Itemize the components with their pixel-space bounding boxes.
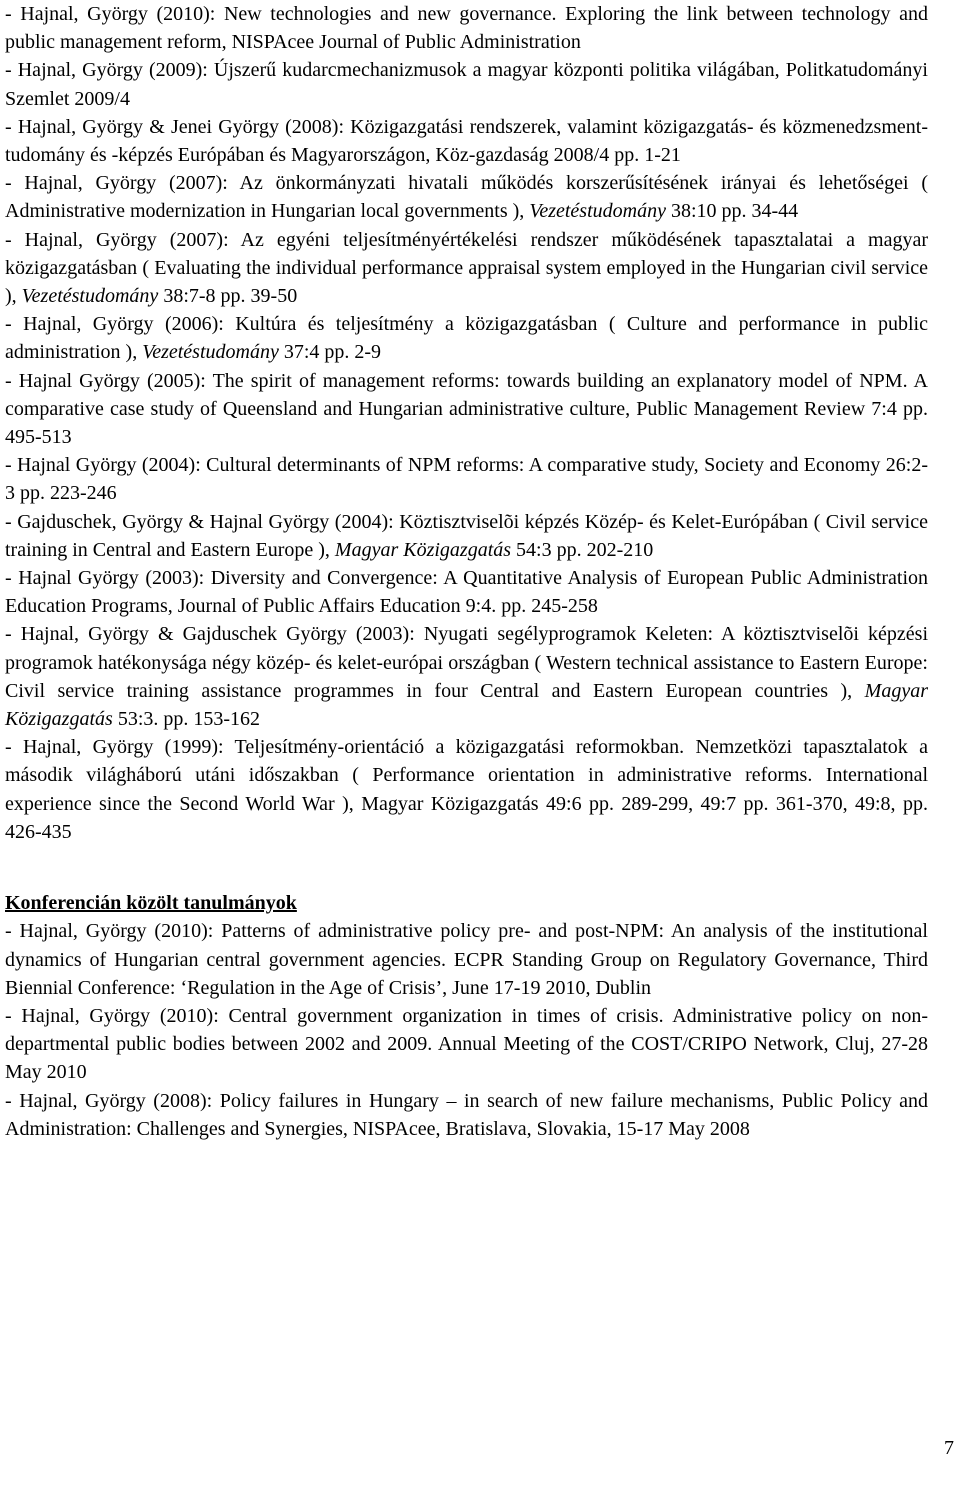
conference-entry: - Hajnal, György (2010): Patterns of administrative policy pre- and post-NPM: An analysis of the institutional dynamics of Hungarian central government agencies. ECPR Standing Group on Regulatory Governance, Third Biennial Conference: ‘Regulation in the Age of Crisis’, June 17-19 2010, Dublin [5,920,928,999]
publication-entry: - Hajnal György (2003): Diversity and Convergence: A Quantitative Analysis of European Public Administration Education Programs, Journal of Public Affairs Education 9:4. pp. 245-258 [5,567,928,618]
section-spacer [5,846,928,889]
publication-entry: - Hajnal, György & Jenei György (2008): Közigazgatási rendszerek, valamint közigazgatás- és közmenedzsment-tudomány és -képzés Európában és Magyarországon, Köz-gazdaság 2008/4 pp. 1-21 [5,115,928,167]
citation-text: - Hajnal, György (2007): Az egyéni teljesítményértékelési rendszer működésének tapasztalatai a magyar közigazgatásban ( Evaluating the individual performance appraisal system employed in the Hungarian civil service ), [5,228,928,308]
conference-entry: - Hajnal, György (2008): Policy failures in Hungary – in search of new failure mechanisms, Public Policy and Administration: Challenges and Synergies, NISPAcee, Bratislava, Slovakia, 15-17 May 2008 [5,1089,928,1140]
conference-section [5,889,928,1143]
conference-entry: - Hajnal, György (2010): Central government organization in times of crisis. Administrative policy on non-departmental public bodies between 2002 and 2009. Annual Meeting of the COST/CRIPO Network, Cluj, 27-28 May 2010 [5,1004,928,1084]
citation-details: 53:3. pp. 153-162 [112,708,261,731]
journal-title: Magyar Közigazgatás [334,538,512,561]
publication-entry [5,169,928,225]
journal-title: Vezetéstudomány [529,200,666,223]
citation-text: - Gajduschek, György & Hajnal György (2004): Köztisztviselõi képzés Közép- és Kelet-Európában ( Civil service training in Central and Eastern Europe ), [5,510,928,561]
publication-entry [5,508,928,564]
publication-list [5,0,928,846]
publication-entry [5,620,928,733]
publication-entry [5,310,928,366]
publication-entry: - Hajnal György (2004): Cultural determinants of NPM reforms: A comparative study, Society and Economy 26:2-3 pp. 223-246 [5,454,928,505]
citation-text: - Hajnal, György (2007): Az önkormányzati hivatali működés korszerűsítésének irányai és lehetőségei ( Administrative modernization in Hungarian local governments ), [5,172,928,223]
publication-entry: - Hajnal György (2005): The spirit of management reforms: towards building an explanatory model of NPM. A comparative case study of Queensland and Hungarian administrative culture, Public Management Review 7:4 pp. 495-513 [5,369,928,449]
publication-entry [5,226,928,311]
citation-details: 54:3 pp. 202-210 [511,538,654,561]
citation-text: - Hajnal, György & Gajduschek György (2003): Nyugati segélyprogramok Keleten: A köztisztviselõi képzési programok hatékonysága négy közép- és kelet-európai országban ( Western technical assistance to Eastern Europe: Civil service training assistance programmes in four Central and Eastern European countries ), [5,623,928,702]
journal-title: Vezetéstudomány [142,341,279,364]
publication-entry: - Hajnal, György (2010): New technologies and new governance. Exploring the link between technology and public management reform, NISPAcee Journal of Public Administration [5,3,928,54]
citation-text: - Hajnal, György (2006): Kultúra és teljesítmény a közigazgatásban ( Culture and performance in public administration ), [5,313,928,364]
document-page [5,0,928,1143]
citation-details: 37:4 pp. 2-9 [278,341,382,364]
journal-title: Magyar Közigazgatás [5,679,928,731]
publication-entry: - Hajnal, György (1999): Teljesítmény-orientáció a közigazgatási reformokban. Nemzetközi tapasztalatok a második világháború utáni időszakban ( Performance orientation in administrative reforms. International experience since the Second World War ), Magyar Közigazgatás 49:6 pp. 289-299, 49:7 pp. 361-370, 49:8, pp. 426-435 [5,736,928,843]
citation-details: 38:10 pp. 34-44 [665,200,799,223]
page-number: 7 [944,1437,954,1459]
section-heading: Konferencián közölt tanulmányok [5,892,297,915]
citation-details: 38:7-8 pp. 39-50 [158,285,298,308]
journal-title: Vezetéstudomány [21,285,159,308]
publication-entry: - Hajnal, György (2009): Újszerű kudarcmechanizmusok a magyar központi politika világában, Politkatudományi Szemlet 2009/4 [5,59,928,110]
